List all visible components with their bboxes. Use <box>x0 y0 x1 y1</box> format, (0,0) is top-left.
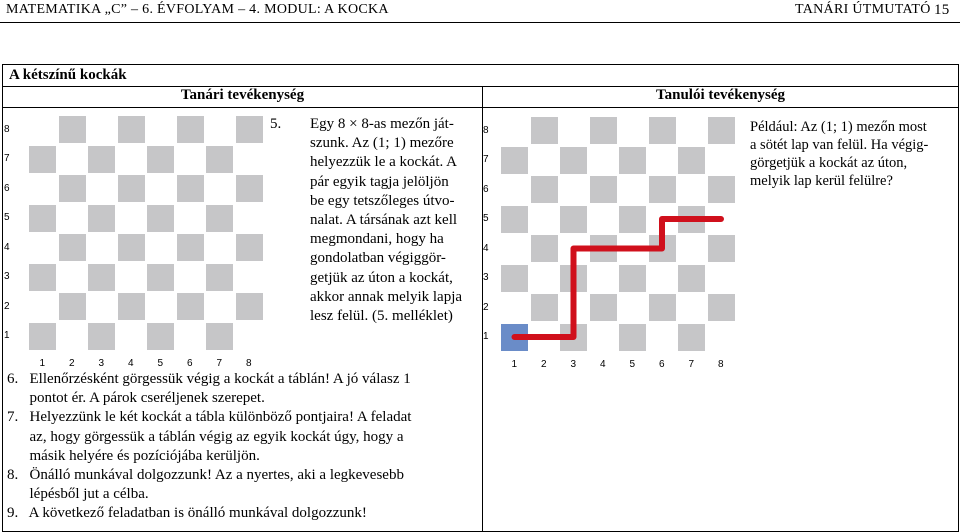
text-line: Egy 8 × 8-as mezőn ját- <box>310 116 454 132</box>
text-line: akkor annak melyik lapja <box>310 288 463 305</box>
board-square <box>59 264 86 291</box>
row-label: 7 <box>483 154 489 166</box>
board-square <box>88 175 115 202</box>
col-label: 5 <box>629 359 636 370</box>
board-square <box>29 234 56 261</box>
row-label: 5 <box>4 212 10 224</box>
row-label: 4 <box>483 242 489 254</box>
col-label: 1 <box>511 359 518 370</box>
col-label: 7 <box>688 359 695 370</box>
board-square <box>118 116 145 143</box>
row-label: 6 <box>483 183 489 195</box>
board-square <box>206 293 233 320</box>
board-square <box>59 323 86 350</box>
text-line: 8. Önálló munkával dolgozzunk! Az a nyertes, aki a legkevesebb <box>7 467 404 484</box>
row-label: 8 <box>483 124 489 136</box>
running-header-right: TANÁRI ÚTMUTATÓ <box>795 2 931 17</box>
col-label: 2 <box>69 358 75 369</box>
col-label: 7 <box>216 358 223 369</box>
row-label: 6 <box>4 182 10 194</box>
row-label: 5 <box>483 213 489 225</box>
board-square <box>177 146 204 173</box>
board-square <box>59 293 86 320</box>
board-square <box>88 234 115 261</box>
board-square <box>118 293 145 320</box>
board-square <box>59 175 86 202</box>
board-square <box>29 175 56 202</box>
board-square <box>118 146 145 173</box>
text-line: másik helyére és pozíciójába kerüljön. <box>7 447 260 464</box>
text-line: 7. Helyezzünk le két kockát a tábla különböző pontjaira! A feladat <box>7 409 412 426</box>
board-square <box>147 234 174 261</box>
col-label: 3 <box>98 358 105 369</box>
board-square <box>118 205 145 232</box>
col-label: 8 <box>246 358 252 369</box>
board-square <box>206 323 233 350</box>
col-label: 6 <box>187 358 193 369</box>
text-line: pontot ér. A párok cseréljenek szerepet. <box>7 390 265 407</box>
board-square <box>236 264 263 291</box>
board-square <box>59 234 86 261</box>
board-square <box>88 264 115 291</box>
board-square <box>88 323 115 350</box>
board-square <box>118 175 145 202</box>
text-line: szunk. Az (1; 1) mezőre <box>310 135 454 152</box>
board-square <box>147 116 174 143</box>
board-square <box>59 205 86 232</box>
row-label: 4 <box>4 241 10 253</box>
board-square <box>177 264 204 291</box>
text-line: helyezzük le a kockát. A <box>310 154 458 171</box>
running-header-left: MATEMATIKA „C” – 6. ÉVFOLYAM – 4. MODUL: A KOCKA <box>6 2 389 17</box>
board-square <box>29 293 56 320</box>
board-square <box>177 205 204 232</box>
page-number: 15 <box>934 2 950 18</box>
board-square <box>88 293 115 320</box>
board-square <box>236 205 263 232</box>
col-label: 5 <box>157 358 164 369</box>
board-square <box>177 293 204 320</box>
board-square <box>177 323 204 350</box>
col-label: 6 <box>659 359 665 370</box>
board-square <box>236 323 263 350</box>
row-label: 3 <box>483 272 489 284</box>
row-label: 2 <box>483 301 489 313</box>
board-square <box>118 234 145 261</box>
board-square <box>177 175 204 202</box>
board-square <box>147 205 174 232</box>
text-line: be egy tetszőleges útvo- <box>310 192 455 209</box>
student-chessboard <box>471 117 741 370</box>
row-label: 7 <box>4 153 10 165</box>
text-line: az, hogy görgessük a táblán végig az egyik kockát úgy, hogy a <box>7 428 404 445</box>
student-column-header: Tanulói tevékenység <box>483 87 959 108</box>
board-square <box>206 264 233 291</box>
step-5-text <box>310 115 480 326</box>
board-square <box>118 323 145 350</box>
board-square <box>206 146 233 173</box>
path-overlay <box>471 117 741 367</box>
teacher-task-list <box>7 370 477 524</box>
text-line: melyik lap kerül felülre? <box>750 173 893 189</box>
row-label: 1 <box>483 331 489 343</box>
board-square <box>29 323 56 350</box>
row-label: 3 <box>4 271 10 283</box>
text-line: görgetjük a kockát az úton, <box>750 155 908 171</box>
step-5-number: 5. <box>270 116 282 132</box>
header-rule <box>0 22 960 23</box>
rolling-path <box>515 219 722 337</box>
col-label: 3 <box>570 359 577 370</box>
board-square <box>236 116 263 143</box>
board-square <box>59 116 86 143</box>
board-square <box>206 234 233 261</box>
board-square <box>206 116 233 143</box>
board-square <box>177 234 204 261</box>
student-example-text <box>750 118 955 190</box>
teacher-chessboard <box>4 116 252 369</box>
col-label: 4 <box>600 359 606 370</box>
row-label: 2 <box>4 300 10 312</box>
section-title: A kétszínű kockák <box>3 65 959 87</box>
text-line: 6. Ellenőrzésként görgessük végig a kockát a táblán! A jó válasz 1 <box>7 371 411 387</box>
board-square <box>206 175 233 202</box>
teacher-column-header: Tanári tevékenység <box>3 87 483 108</box>
text-line: pár egyik tagja jelöljön <box>310 173 449 190</box>
board-square <box>29 146 56 173</box>
board-square <box>29 264 56 291</box>
board-square <box>147 293 174 320</box>
text-line: gondolatban végiggör- <box>310 250 446 267</box>
col-label: 1 <box>39 358 46 369</box>
text-line: a sötét lap van felül. Ha végig- <box>750 137 929 153</box>
board-square <box>177 116 204 143</box>
text-line: getjük az úton a kockát, <box>310 269 453 286</box>
board-square <box>236 293 263 320</box>
text-line: lesz felül. (5. melléklet) <box>310 308 453 325</box>
board-square <box>147 323 174 350</box>
board-square <box>88 146 115 173</box>
board-square <box>147 146 174 173</box>
row-label: 8 <box>4 123 10 135</box>
text-line: 9. A következő feladatban is önálló munkával dolgozzunk! <box>7 505 367 522</box>
board-square <box>29 116 56 143</box>
board-square <box>147 175 174 202</box>
board-square <box>206 205 233 232</box>
board-square <box>236 234 263 261</box>
board-square <box>88 116 115 143</box>
col-label: 8 <box>718 359 724 370</box>
col-label: 4 <box>128 358 134 369</box>
board-square <box>236 175 263 202</box>
row-label: 1 <box>4 330 10 342</box>
board-square <box>59 146 86 173</box>
board-square <box>29 205 56 232</box>
text-line: Például: Az (1; 1) mezőn most <box>750 119 927 135</box>
text-line: lépésből jut a célba. <box>7 486 149 503</box>
board-square <box>118 264 145 291</box>
text-line: nalat. A társának azt kell <box>310 212 458 229</box>
board-square <box>147 264 174 291</box>
col-label: 2 <box>541 359 547 370</box>
board-square <box>236 146 263 173</box>
board-square <box>88 205 115 232</box>
text-line: megmondani, hogy ha <box>310 231 444 248</box>
